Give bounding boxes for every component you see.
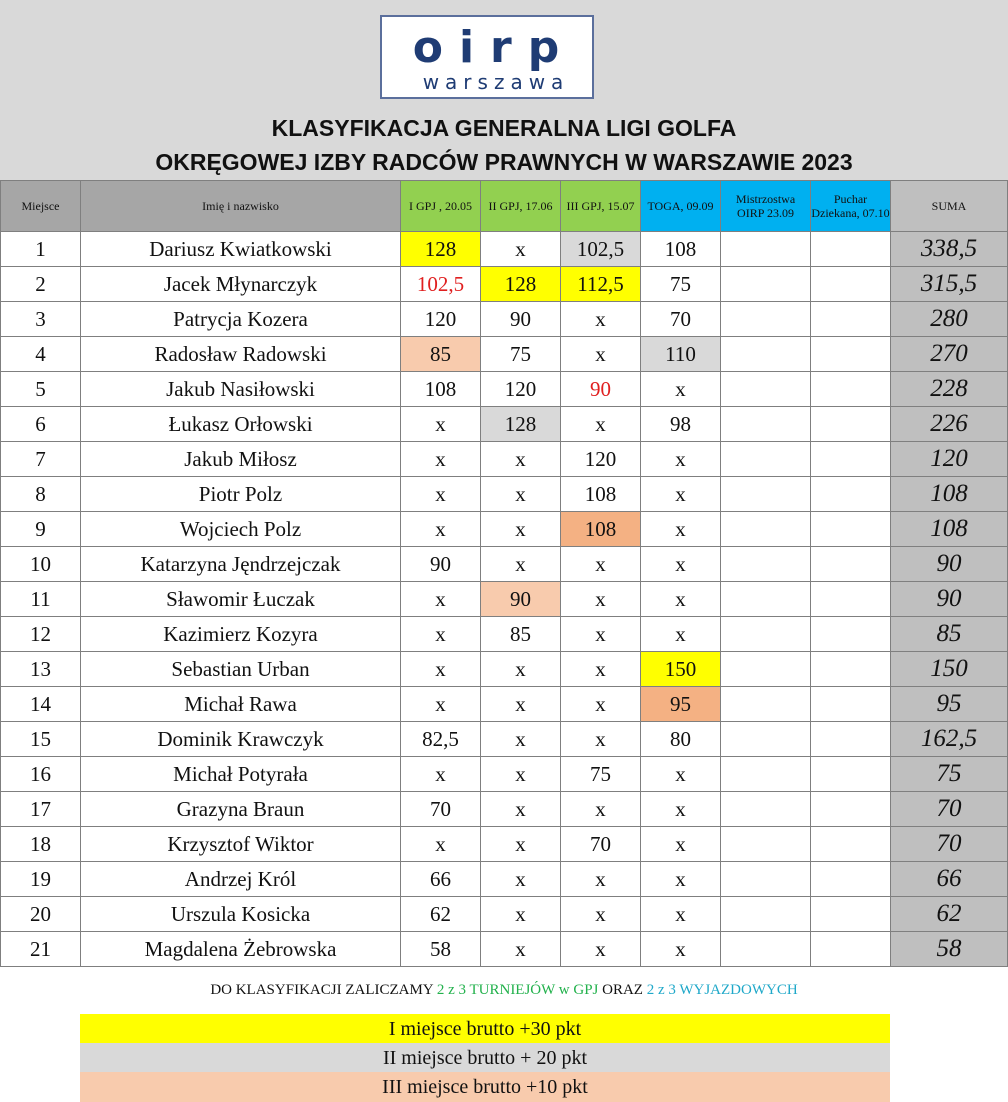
- cell-toga: x: [641, 757, 721, 792]
- cell-place: 5: [1, 372, 81, 407]
- header-gpj1: I GPJ , 20.05: [401, 181, 481, 232]
- table-row: [1, 302, 1008, 337]
- cell-gpj2: x: [481, 547, 561, 582]
- cell-sum: 228: [891, 372, 1008, 407]
- table-row: [1, 617, 1008, 652]
- cell-gpj3: x: [561, 337, 641, 372]
- cell-sum: 66: [891, 862, 1008, 897]
- header-puchar: Puchar Dziekana, 07.10: [811, 181, 891, 232]
- table-row: [1, 722, 1008, 757]
- table-row: [1, 267, 1008, 302]
- cell-sum: 75: [891, 757, 1008, 792]
- cell-puchar: [811, 337, 891, 372]
- cell-mistrzostwa: [721, 652, 811, 687]
- cell-toga: x: [641, 372, 721, 407]
- cell-mistrzostwa: [721, 302, 811, 337]
- cell-gpj2: 90: [481, 582, 561, 617]
- cell-gpj2: x: [481, 862, 561, 897]
- cell-gpj3: 70: [561, 827, 641, 862]
- cell-place: 12: [1, 617, 81, 652]
- cell-toga: 75: [641, 267, 721, 302]
- cell-place: 7: [1, 442, 81, 477]
- cell-place: 6: [1, 407, 81, 442]
- table-row: [1, 932, 1008, 967]
- cell-toga: x: [641, 617, 721, 652]
- header-suma: SUMA: [891, 181, 1008, 232]
- cell-gpj3: x: [561, 652, 641, 687]
- cell-toga: x: [641, 582, 721, 617]
- cell-puchar: [811, 267, 891, 302]
- header-name: Imię i nazwisko: [81, 181, 401, 232]
- cell-toga: x: [641, 897, 721, 932]
- cell-name: Katarzyna Jęndrzejczak: [81, 547, 401, 582]
- cell-toga: x: [641, 512, 721, 547]
- table-row: [1, 582, 1008, 617]
- cell-gpj3: 112,5: [561, 267, 641, 302]
- cell-toga: 108: [641, 232, 721, 267]
- table-row: [1, 547, 1008, 582]
- cell-puchar: [811, 757, 891, 792]
- cell-gpj2: x: [481, 792, 561, 827]
- cell-gpj1: x: [401, 687, 481, 722]
- cell-sum: 120: [891, 442, 1008, 477]
- cell-toga: 98: [641, 407, 721, 442]
- page-title-line2: OKRĘGOWEJ IZBY RADCÓW PRAWNYCH W WARSZAWIE 2023: [155, 149, 853, 175]
- cell-puchar: [811, 512, 891, 547]
- cell-gpj3: x: [561, 547, 641, 582]
- cell-gpj3: 108: [561, 512, 641, 547]
- cell-toga: x: [641, 862, 721, 897]
- cell-gpj3: x: [561, 302, 641, 337]
- cell-place: 8: [1, 477, 81, 512]
- cell-name: Dariusz Kwiatkowski: [81, 232, 401, 267]
- cell-gpj2: x: [481, 827, 561, 862]
- cell-place: 16: [1, 757, 81, 792]
- cell-mistrzostwa: [721, 547, 811, 582]
- cell-puchar: [811, 897, 891, 932]
- cell-sum: 150: [891, 652, 1008, 687]
- cell-place: 19: [1, 862, 81, 897]
- cell-gpj2: x: [481, 442, 561, 477]
- table-row: [1, 407, 1008, 442]
- cell-gpj2: x: [481, 897, 561, 932]
- header-mistrzostwa: Mistrzostwa OIRP 23.09: [721, 181, 811, 232]
- table-row: [1, 232, 1008, 267]
- note-part2: 2 z 3 TURNIEJÓW w GPJ: [436, 982, 599, 998]
- cell-mistrzostwa: [721, 862, 811, 897]
- cell-sum: 338,5: [891, 232, 1008, 267]
- table-row: [1, 687, 1008, 722]
- cell-puchar: [811, 477, 891, 512]
- cell-mistrzostwa: [721, 687, 811, 722]
- cell-gpj2: x: [481, 722, 561, 757]
- cell-gpj2: x: [481, 477, 561, 512]
- cell-gpj1: 128: [401, 232, 481, 267]
- cell-gpj2: 85: [481, 617, 561, 652]
- cell-gpj3: x: [561, 932, 641, 967]
- cell-toga: x: [641, 442, 721, 477]
- cell-gpj2: 90: [481, 302, 561, 337]
- cell-puchar: [811, 372, 891, 407]
- cell-gpj2: x: [481, 687, 561, 722]
- cell-puchar: [811, 232, 891, 267]
- cell-gpj3: x: [561, 897, 641, 932]
- cell-name: Grazyna Braun: [81, 792, 401, 827]
- cell-toga: 95: [641, 687, 721, 722]
- cell-mistrzostwa: [721, 897, 811, 932]
- cell-sum: 226: [891, 407, 1008, 442]
- note-part1: DO KLASYFIKACJI ZALICZAMY: [210, 982, 437, 998]
- cell-gpj1: 66: [401, 862, 481, 897]
- cell-place: 14: [1, 687, 81, 722]
- cell-gpj1: x: [401, 477, 481, 512]
- cell-gpj1: 90: [401, 547, 481, 582]
- cell-sum: 108: [891, 477, 1008, 512]
- header-gpj2: II GPJ, 17.06: [481, 181, 561, 232]
- cell-puchar: [811, 862, 891, 897]
- cell-gpj1: 85: [401, 337, 481, 372]
- classification-note: [0, 982, 1008, 999]
- cell-name: Kazimierz Kozyra: [81, 617, 401, 652]
- cell-gpj2: 120: [481, 372, 561, 407]
- cell-toga: x: [641, 792, 721, 827]
- cell-name: Wojciech Polz: [81, 512, 401, 547]
- cell-gpj3: x: [561, 792, 641, 827]
- cell-gpj3: x: [561, 722, 641, 757]
- cell-name: Radosław Radowski: [81, 337, 401, 372]
- cell-mistrzostwa: [721, 792, 811, 827]
- cell-name: Jakub Miłosz: [81, 442, 401, 477]
- table-row: [1, 372, 1008, 407]
- cell-gpj1: 82,5: [401, 722, 481, 757]
- logo-sub-text: warszawa: [422, 70, 570, 94]
- cell-puchar: [811, 792, 891, 827]
- table-row: [1, 442, 1008, 477]
- cell-name: Sławomir Łuczak: [81, 582, 401, 617]
- cell-place: 20: [1, 897, 81, 932]
- cell-place: 15: [1, 722, 81, 757]
- cell-gpj1: x: [401, 407, 481, 442]
- cell-gpj1: 108: [401, 372, 481, 407]
- cell-gpj1: x: [401, 827, 481, 862]
- cell-name: Jacek Młynarczyk: [81, 267, 401, 302]
- legend-second-place: II miejsce brutto + 20 pkt: [80, 1043, 890, 1073]
- oirp-logo: [380, 15, 594, 99]
- cell-sum: 90: [891, 582, 1008, 617]
- cell-name: Krzysztof Wiktor: [81, 827, 401, 862]
- cell-mistrzostwa: [721, 617, 811, 652]
- cell-puchar: [811, 722, 891, 757]
- cell-gpj2: x: [481, 512, 561, 547]
- cell-mistrzostwa: [721, 442, 811, 477]
- cell-sum: 90: [891, 547, 1008, 582]
- table-row: [1, 477, 1008, 512]
- cell-name: Jakub Nasiłowski: [81, 372, 401, 407]
- cell-gpj1: 102,5: [401, 267, 481, 302]
- cell-sum: 58: [891, 932, 1008, 967]
- table-row: [1, 792, 1008, 827]
- cell-toga: 110: [641, 337, 721, 372]
- cell-mistrzostwa: [721, 932, 811, 967]
- cell-mistrzostwa: [721, 337, 811, 372]
- cell-mistrzostwa: [721, 372, 811, 407]
- cell-toga: x: [641, 827, 721, 862]
- cell-place: 10: [1, 547, 81, 582]
- cell-name: Michał Potyrała: [81, 757, 401, 792]
- cell-gpj3: 90: [561, 372, 641, 407]
- cell-toga: 150: [641, 652, 721, 687]
- cell-puchar: [811, 617, 891, 652]
- cell-puchar: [811, 827, 891, 862]
- cell-sum: 315,5: [891, 267, 1008, 302]
- cell-name: Urszula Kosicka: [81, 897, 401, 932]
- legend-third-place: III miejsce brutto +10 pkt: [80, 1072, 890, 1102]
- cell-gpj3: 120: [561, 442, 641, 477]
- cell-gpj2: 128: [481, 407, 561, 442]
- cell-gpj1: x: [401, 652, 481, 687]
- cell-gpj3: x: [561, 407, 641, 442]
- cell-place: 2: [1, 267, 81, 302]
- cell-gpj1: x: [401, 757, 481, 792]
- cell-name: Magdalena Żebrowska: [81, 932, 401, 967]
- table-row: [1, 512, 1008, 547]
- cell-gpj2: x: [481, 757, 561, 792]
- cell-puchar: [811, 687, 891, 722]
- cell-place: 17: [1, 792, 81, 827]
- table-header-row: [1, 181, 1008, 232]
- cell-mistrzostwa: [721, 757, 811, 792]
- cell-mistrzostwa: [721, 582, 811, 617]
- cell-puchar: [811, 547, 891, 582]
- cell-gpj2: x: [481, 932, 561, 967]
- cell-sum: 162,5: [891, 722, 1008, 757]
- cell-gpj3: x: [561, 687, 641, 722]
- cell-place: 11: [1, 582, 81, 617]
- cell-mistrzostwa: [721, 232, 811, 267]
- cell-mistrzostwa: [721, 407, 811, 442]
- cell-place: 9: [1, 512, 81, 547]
- cell-mistrzostwa: [721, 477, 811, 512]
- cell-toga: x: [641, 547, 721, 582]
- cell-gpj3: 108: [561, 477, 641, 512]
- cell-puchar: [811, 652, 891, 687]
- cell-sum: 70: [891, 827, 1008, 862]
- cell-name: Łukasz Orłowski: [81, 407, 401, 442]
- note-part4: 2 z 3 WYJAZDOWYCH: [646, 982, 798, 998]
- cell-gpj1: 120: [401, 302, 481, 337]
- cell-toga: x: [641, 477, 721, 512]
- classification-table: [0, 180, 1008, 967]
- cell-toga: x: [641, 932, 721, 967]
- cell-sum: 270: [891, 337, 1008, 372]
- cell-gpj2: 128: [481, 267, 561, 302]
- cell-gpj3: 75: [561, 757, 641, 792]
- header-toga: TOGA, 09.09: [641, 181, 721, 232]
- logo-main-text: oirp: [412, 22, 576, 73]
- cell-gpj1: x: [401, 617, 481, 652]
- table-row: [1, 757, 1008, 792]
- cell-sum: 108: [891, 512, 1008, 547]
- cell-sum: 62: [891, 897, 1008, 932]
- cell-place: 4: [1, 337, 81, 372]
- cell-mistrzostwa: [721, 827, 811, 862]
- cell-sum: 70: [891, 792, 1008, 827]
- table-row: [1, 827, 1008, 862]
- note-part3: ORAZ: [598, 982, 647, 998]
- cell-name: Sebastian Urban: [81, 652, 401, 687]
- cell-gpj3: x: [561, 617, 641, 652]
- cell-gpj3: x: [561, 582, 641, 617]
- cell-toga: 70: [641, 302, 721, 337]
- cell-puchar: [811, 407, 891, 442]
- cell-puchar: [811, 582, 891, 617]
- cell-gpj3: 102,5: [561, 232, 641, 267]
- table-row: [1, 652, 1008, 687]
- cell-name: Patrycja Kozera: [81, 302, 401, 337]
- cell-puchar: [811, 932, 891, 967]
- cell-puchar: [811, 442, 891, 477]
- cell-mistrzostwa: [721, 722, 811, 757]
- cell-place: 3: [1, 302, 81, 337]
- legend-first-place: I miejsce brutto +30 pkt: [80, 1014, 890, 1044]
- cell-place: 13: [1, 652, 81, 687]
- cell-name: Andrzej Król: [81, 862, 401, 897]
- cell-name: Piotr Polz: [81, 477, 401, 512]
- cell-gpj2: 75: [481, 337, 561, 372]
- header-gpj3: III GPJ, 15.07: [561, 181, 641, 232]
- cell-gpj1: x: [401, 512, 481, 547]
- cell-sum: 280: [891, 302, 1008, 337]
- cell-sum: 85: [891, 617, 1008, 652]
- cell-gpj1: 62: [401, 897, 481, 932]
- cell-place: 18: [1, 827, 81, 862]
- table-row: [1, 897, 1008, 932]
- cell-place: 1: [1, 232, 81, 267]
- table-row: [1, 862, 1008, 897]
- cell-gpj1: x: [401, 582, 481, 617]
- cell-gpj3: x: [561, 862, 641, 897]
- cell-sum: 95: [891, 687, 1008, 722]
- cell-puchar: [811, 302, 891, 337]
- cell-gpj2: x: [481, 652, 561, 687]
- cell-name: Michał Rawa: [81, 687, 401, 722]
- page-title-line1: KLASYFIKACJA GENERALNA LIGI GOLFA: [271, 115, 737, 141]
- header-place: Miejsce: [1, 181, 81, 232]
- cell-mistrzostwa: [721, 267, 811, 302]
- cell-toga: 80: [641, 722, 721, 757]
- cell-name: Dominik Krawczyk: [81, 722, 401, 757]
- cell-gpj2: x: [481, 232, 561, 267]
- table-body: [1, 232, 1008, 967]
- cell-gpj1: 70: [401, 792, 481, 827]
- cell-gpj1: x: [401, 442, 481, 477]
- cell-place: 21: [1, 932, 81, 967]
- cell-mistrzostwa: [721, 512, 811, 547]
- table-row: [1, 337, 1008, 372]
- cell-gpj1: 58: [401, 932, 481, 967]
